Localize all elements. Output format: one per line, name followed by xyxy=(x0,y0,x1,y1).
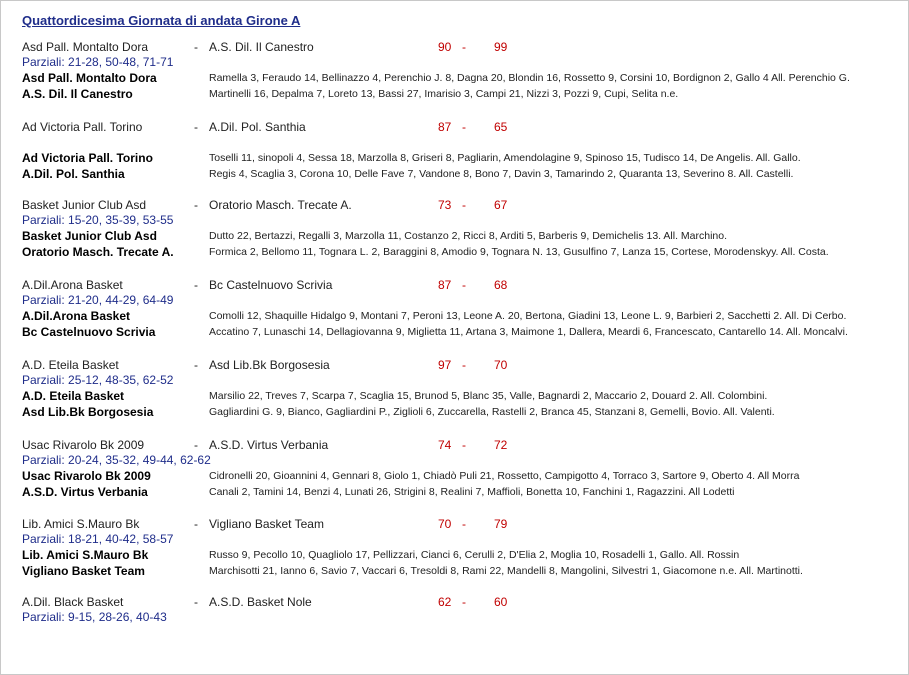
match-block xyxy=(0,119,909,189)
away-team-roster-label: A.S. Dil. Il Canestro xyxy=(22,87,133,101)
score-separator: - xyxy=(462,198,466,212)
away-score: 79 xyxy=(494,517,508,531)
home-score: 62 xyxy=(438,595,452,609)
home-team: Lib. Amici S.Mauro Bk xyxy=(22,517,140,531)
home-team: Ad Victoria Pall. Torino xyxy=(22,120,143,134)
home-score: 74 xyxy=(438,438,452,452)
parziali: Parziali: 9-15, 28-26, 40-43 xyxy=(22,610,167,624)
away-team: Oratorio Masch. Trecate A. xyxy=(209,198,352,212)
away-score: 68 xyxy=(494,278,508,292)
page-title[interactable]: Quattordicesima Giornata di andata Girone A xyxy=(22,13,301,28)
versus-dash: - xyxy=(194,120,198,134)
away-team: Asd Lib.Bk Borgosesia xyxy=(209,358,330,372)
home-team-roster-label: Basket Junior Club Asd xyxy=(22,229,157,243)
home-score: 73 xyxy=(438,198,452,212)
home-team-roster-label: A.Dil.Arona Basket xyxy=(22,309,131,323)
parziali: Parziali: 25-12, 48-35, 62-52 xyxy=(22,373,174,387)
home-team: Usac Rivarolo Bk 2009 xyxy=(22,438,145,452)
away-roster: Canali 2, Tamini 14, Benzi 4, Lunati 26, Strigini 8, Realini 7, Maffioli, Bonetta 10, Fanchini 1, Ragazzini. All Lodetti xyxy=(209,486,735,498)
home-roster: Ramella 3, Feraudo 14, Bellinazzo 4, Perenchio J. 8, Dagna 20, Blondin 16, Rossetto 9, Corsini 10, Bordignon 2, Gallo 4 All. Perenchio G. xyxy=(209,72,850,84)
match-block xyxy=(0,357,909,427)
parziali: Parziali: 20-24, 35-32, 49-44, 62-62 xyxy=(22,453,211,467)
away-score: 70 xyxy=(494,358,508,372)
home-score: 87 xyxy=(438,278,452,292)
match-block xyxy=(0,594,909,664)
home-team-roster-label: Ad Victoria Pall. Torino xyxy=(22,151,153,165)
away-team-roster-label: A.S.D. Virtus Verbania xyxy=(22,485,148,499)
match-block xyxy=(0,437,909,507)
away-score: 60 xyxy=(494,595,508,609)
away-team: A.S.D. Basket Nole xyxy=(209,595,312,609)
home-roster: Dutto 22, Bertazzi, Regalli 3, Marzolla 11, Costanzo 2, Ricci 8, Arditi 5, Barberis 9, Demichelis 13. All. Marchino. xyxy=(209,230,728,242)
parziali: Parziali: 15-20, 35-39, 53-55 xyxy=(22,213,174,227)
home-roster: Russo 9, Pecollo 10, Quagliolo 17, Pellizzari, Cianci 6, Cerulli 2, D'Elia 2, Moglia 10, Rosadelli 1, Gallo. All. Rossin xyxy=(209,549,740,561)
away-team-roster-label: Vigliano Basket Team xyxy=(22,564,145,578)
away-team: Bc Castelnuovo Scrivia xyxy=(209,278,333,292)
away-score: 99 xyxy=(494,40,508,54)
home-roster: Comolli 12, Shaquille Hidalgo 9, Montani 7, Peroni 13, Leone A. 20, Bertona, Giadini 13, Leone L. 9, Barbieri 2, Sacchetti 2. All. Di Cerbo. xyxy=(209,310,847,322)
away-team-roster-label: A.Dil. Pol. Santhia xyxy=(22,167,125,181)
home-score: 70 xyxy=(438,517,452,531)
away-roster: Formica 2, Bellomo 11, Tognara L. 2, Baraggini 8, Amodio 9, Tognara N. 13, Gusulfino 7, Lanza 15, Cortese, Morodenskyy. All. Costa. xyxy=(209,246,829,258)
parziali: Parziali: 18-21, 40-42, 58-57 xyxy=(22,532,174,546)
home-score: 87 xyxy=(438,120,452,134)
away-score: 65 xyxy=(494,120,508,134)
away-roster: Accatino 7, Lunaschi 14, Dellagiovanna 9, Miglietta 11, Artana 3, Maimone 1, Dallera, Meardi 6, Francescato, Cantarello 14. All. Moncalvi. xyxy=(209,326,848,338)
parziali: Parziali: 21-28, 50-48, 71-71 xyxy=(22,55,174,69)
away-team: A.Dil. Pol. Santhia xyxy=(209,120,306,134)
score-separator: - xyxy=(462,595,466,609)
away-team-roster-label: Asd Lib.Bk Borgosesia xyxy=(22,405,154,419)
home-roster: Marsilio 22, Treves 7, Scarpa 7, Scaglia 15, Brunod 5, Blanc 35, Valle, Bagnardi 2, Maccario 2, Douard 2. All. Colombini. xyxy=(209,390,768,402)
home-roster: Cidronelli 20, Gioannini 4, Gennari 8, Giolo 1, Chiadò Puli 21, Rossetto, Campigotto 4, Torraco 3, Sartore 9, Oberto 4. All Morra xyxy=(209,470,800,482)
home-score: 97 xyxy=(438,358,452,372)
home-team-roster-label: Lib. Amici S.Mauro Bk xyxy=(22,548,149,562)
versus-dash: - xyxy=(194,278,198,292)
match-block xyxy=(0,516,909,586)
score-separator: - xyxy=(462,278,466,292)
away-team: A.S. Dil. Il Canestro xyxy=(209,40,314,54)
score-separator: - xyxy=(462,120,466,134)
parziali: Parziali: 21-20, 44-29, 64-49 xyxy=(22,293,174,307)
score-separator: - xyxy=(462,438,466,452)
away-team-roster-label: Bc Castelnuovo Scrivia xyxy=(22,325,156,339)
home-team-roster-label: Usac Rivarolo Bk 2009 xyxy=(22,469,151,483)
home-team: Asd Pall. Montalto Dora xyxy=(22,40,149,54)
home-team-roster-label: Asd Pall. Montalto Dora xyxy=(22,71,157,85)
home-team: Basket Junior Club Asd xyxy=(22,198,147,212)
match-block xyxy=(0,197,909,267)
versus-dash: - xyxy=(194,198,198,212)
home-team-roster-label: A.D. Eteila Basket xyxy=(22,389,125,403)
away-roster: Martinelli 16, Depalma 7, Loreto 13, Bassi 27, Imarisio 3, Campi 21, Nizzi 3, Pozzi 9, Cupi, Selita n.e. xyxy=(209,88,679,100)
away-score: 67 xyxy=(494,198,508,212)
versus-dash: - xyxy=(194,40,198,54)
score-separator: - xyxy=(462,358,466,372)
home-score: 90 xyxy=(438,40,452,54)
score-separator: - xyxy=(462,517,466,531)
home-roster: Toselli 11, sinopoli 4, Sessa 18, Marzolla 8, Griseri 8, Pagliarin, Amendolagine 9, Spinoso 15, Tudisco 14, De Angelis. All. Gallo. xyxy=(209,152,801,164)
versus-dash: - xyxy=(194,438,198,452)
home-team: A.Dil.Arona Basket xyxy=(22,278,123,292)
match-block xyxy=(0,39,909,109)
versus-dash: - xyxy=(194,517,198,531)
match-block xyxy=(0,277,909,347)
away-team-roster-label: Oratorio Masch. Trecate A. xyxy=(22,245,174,259)
away-roster: Marchisotti 21, Ianno 6, Savio 7, Vaccari 6, Tresoldi 8, Rami 22, Mandelli 8, Mangolini, Silvestri 1, Giacomone n.e. All. Martinotti. xyxy=(209,565,803,577)
away-team: Vigliano Basket Team xyxy=(209,517,324,531)
away-roster: Gagliardini G. 9, Bianco, Gagliardini P., Ziglioli 6, Zuccarella, Rastelli 2, Branca 45, Stanzani 8, Gemelli, Bovio. All. Valenti. xyxy=(209,406,775,418)
away-score: 72 xyxy=(494,438,508,452)
away-roster: Regis 4, Scaglia 3, Corona 10, Delle Fave 7, Vandone 8, Bono 7, Davin 3, Tamarindo 2, Quaranta 13, Severino 8. All. Castelli. xyxy=(209,168,794,180)
versus-dash: - xyxy=(194,358,198,372)
away-team: A.S.D. Virtus Verbania xyxy=(209,438,329,452)
home-team: A.Dil. Black Basket xyxy=(22,595,124,609)
score-separator: - xyxy=(462,40,466,54)
versus-dash: - xyxy=(194,595,198,609)
home-team: A.D. Eteila Basket xyxy=(22,358,119,372)
